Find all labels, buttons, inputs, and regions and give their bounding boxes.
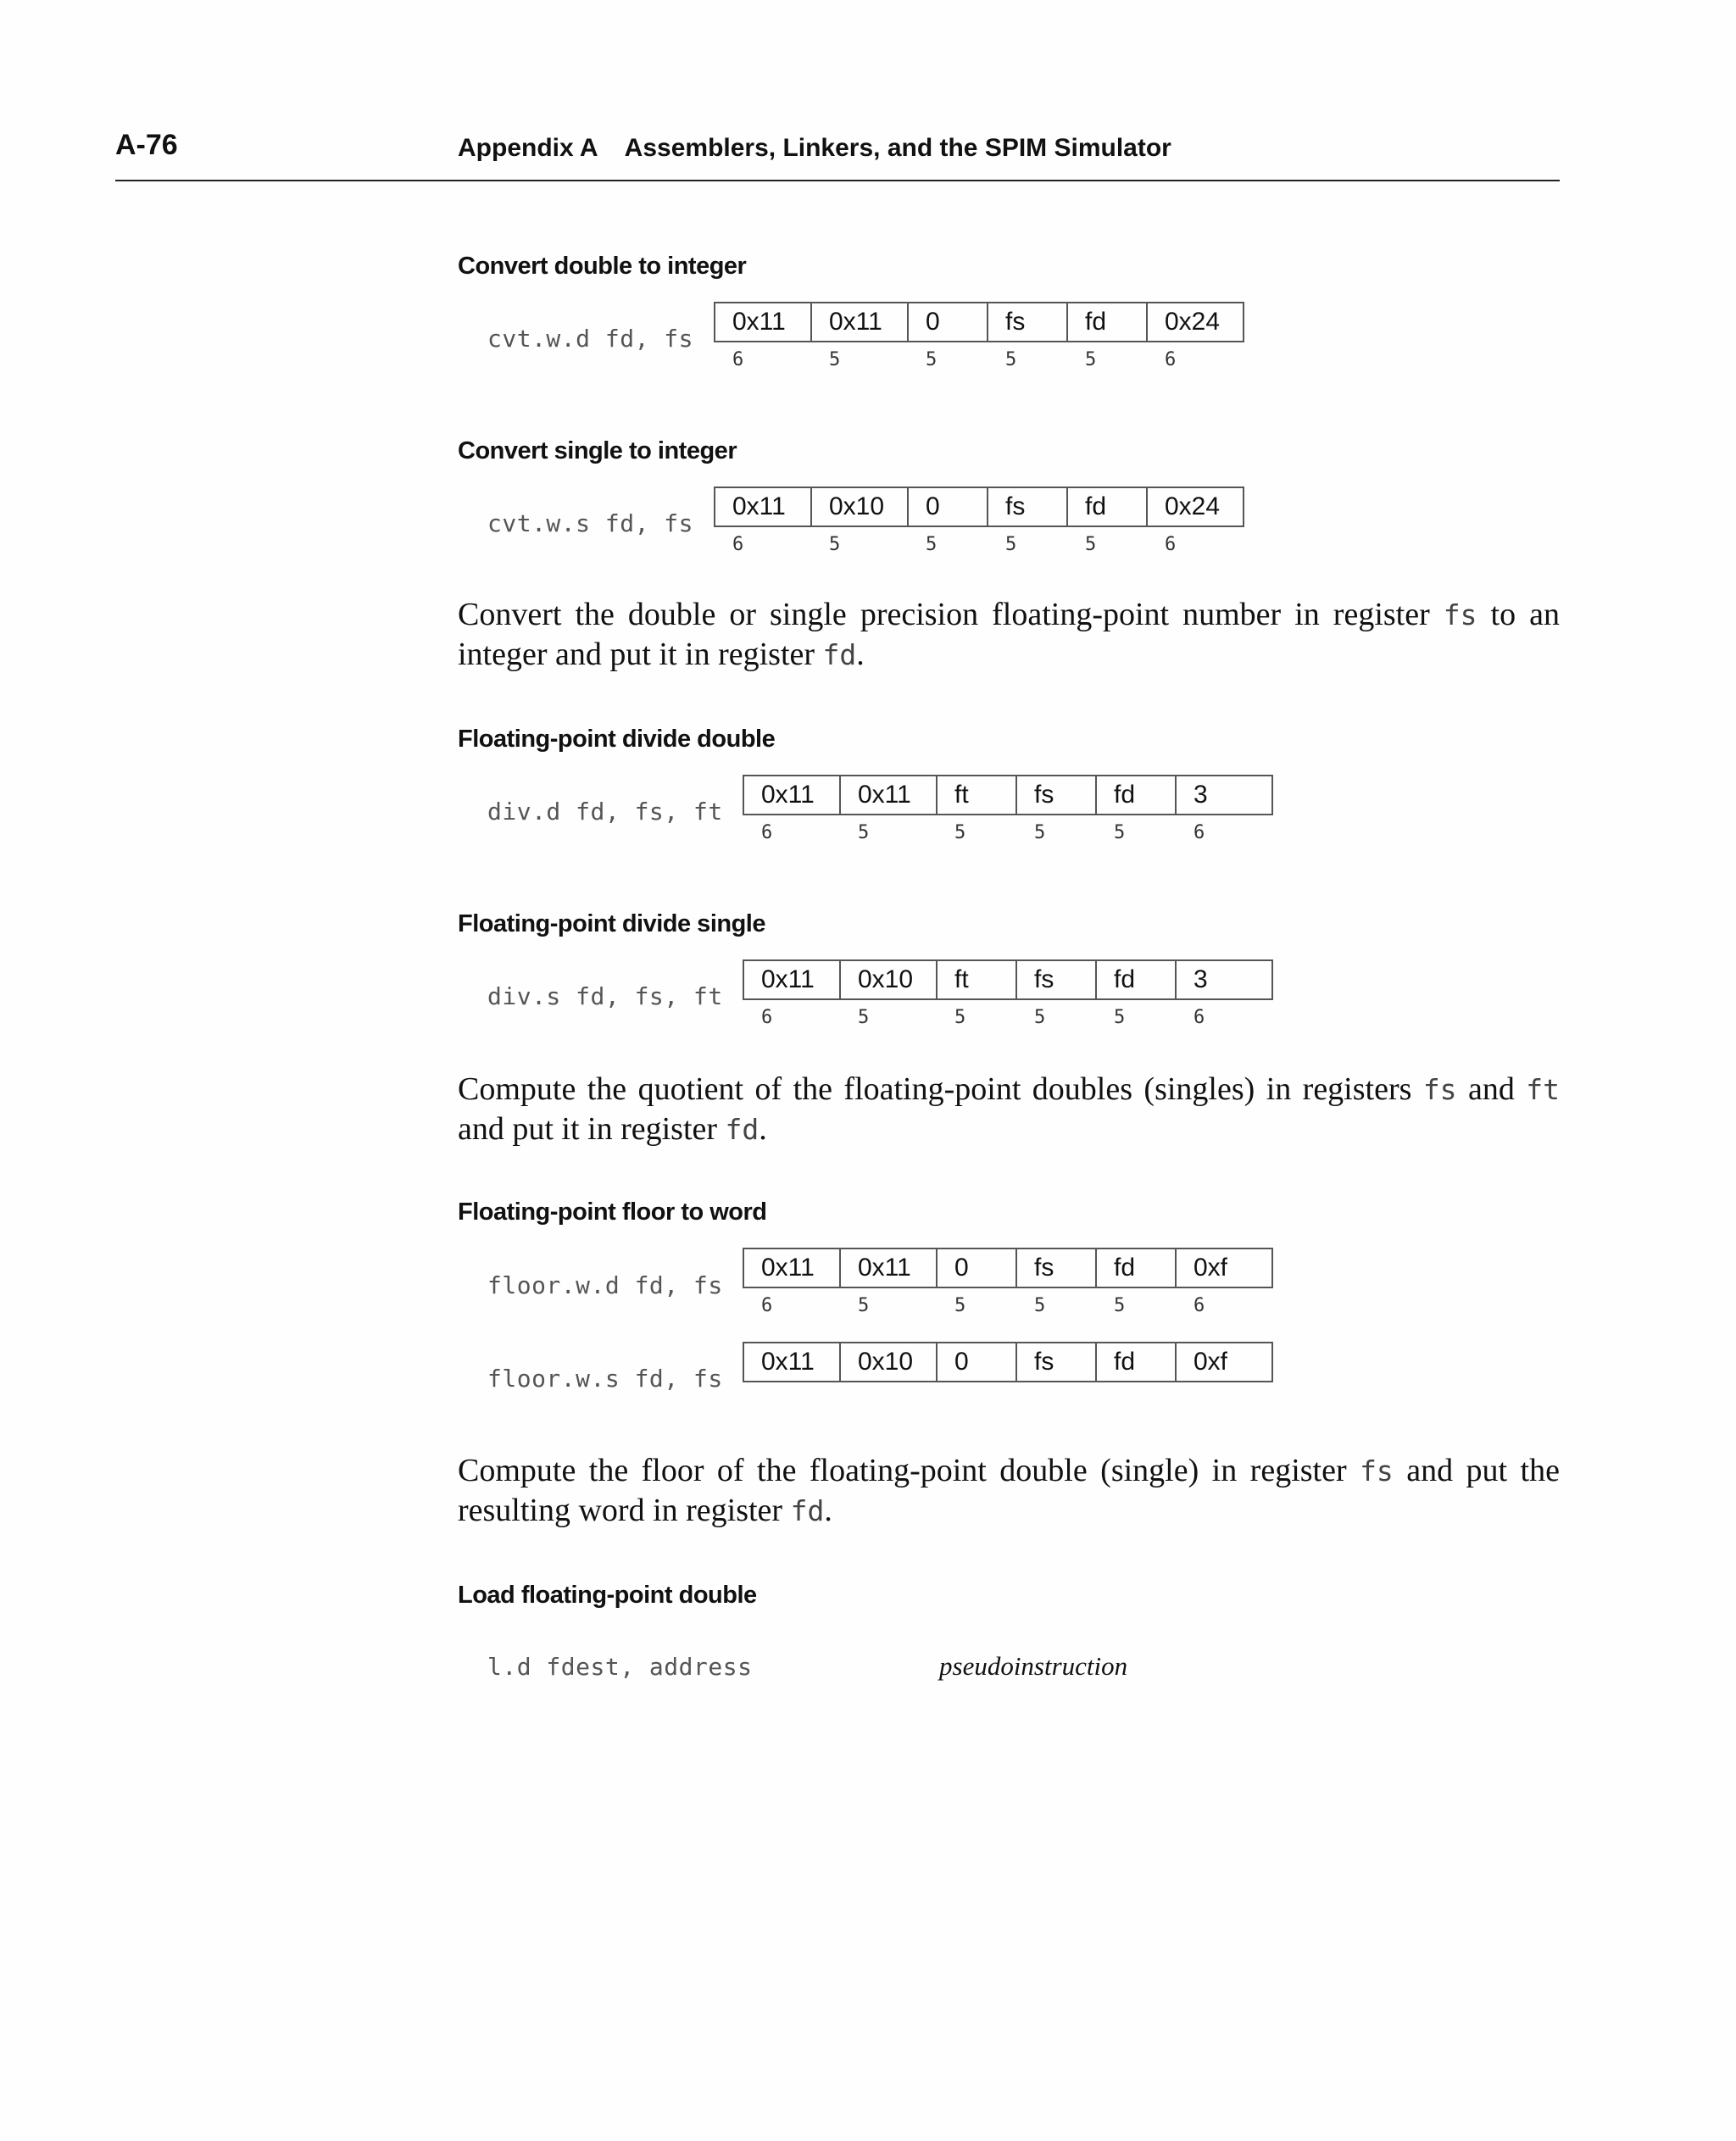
bit-width: 5 [1085, 534, 1097, 555]
bit-width: 5 [1114, 822, 1126, 843]
bit-width: 6 [732, 349, 744, 370]
bit-width: 5 [954, 1295, 966, 1316]
field-cell: fs [1016, 776, 1096, 815]
field-cell: fd [1067, 303, 1147, 342]
page-number: A-76 [115, 129, 178, 161]
running-head: Appendix A Assemblers, Linkers, and the SPIM Simulator [458, 134, 1171, 162]
field-cell: fd [1096, 1343, 1176, 1382]
bit-width: 5 [1005, 534, 1017, 555]
field-cell: ft [937, 960, 1016, 999]
field-cell: 0x24 [1147, 303, 1244, 342]
field-cell: 3 [1176, 776, 1272, 815]
encoding-diagram [743, 959, 1273, 1028]
encoding-diagram [714, 487, 1244, 555]
assembly-syntax: floor.w.d fd, fs [487, 1271, 723, 1299]
description-paragraph: Compute the floor of the floating-point double (single) in register fs and put the resulting word in register fd. [458, 1453, 1560, 1528]
section-heading: Floating-point divide single [458, 910, 765, 937]
bit-widths [714, 534, 1244, 555]
field-cell: 3 [1176, 960, 1272, 999]
bit-width: 5 [1085, 349, 1097, 370]
bit-width: 5 [858, 1295, 870, 1316]
field-cell: fs [988, 487, 1067, 526]
bit-width: 5 [858, 822, 870, 843]
encoding-diagram [743, 1342, 1273, 1382]
bit-width: 6 [1194, 1295, 1205, 1316]
bit-width: 6 [1194, 822, 1205, 843]
field-cell: 0xf [1176, 1343, 1272, 1382]
bit-width: 5 [1034, 1295, 1046, 1316]
bit-widths [714, 349, 1244, 370]
assembly-syntax: div.s fd, fs, ft [487, 982, 723, 1010]
field-cell: ft [937, 776, 1016, 815]
bit-width: 6 [1165, 349, 1177, 370]
field-cell: 0x10 [840, 1343, 937, 1382]
field-cell: 0x11 [743, 776, 840, 815]
field-cell: fd [1096, 960, 1176, 999]
field-cell: 0 [937, 1343, 1016, 1382]
field-cell: fd [1096, 776, 1176, 815]
field-cell: 0x11 [743, 1248, 840, 1287]
field-cell: 0x11 [840, 1248, 937, 1287]
description-paragraph: Compute the quotient of the floating-point doubles (singles) in registers fs and ft and put it in register fd. [458, 1071, 1560, 1147]
bit-width: 5 [1114, 1007, 1126, 1028]
bit-width: 5 [954, 822, 966, 843]
bit-width: 5 [1114, 1295, 1126, 1316]
bit-widths [743, 1295, 1273, 1316]
bit-width: 6 [761, 1007, 773, 1028]
description-paragraph: Convert the double or single precision floating-point number in register fs to an integer and put it in register fd. [458, 597, 1560, 672]
field-cell: fd [1096, 1248, 1176, 1287]
assembly-syntax: cvt.w.d fd, fs [487, 325, 694, 353]
field-cell: 0x11 [715, 487, 811, 526]
bit-widths [743, 1007, 1273, 1028]
assembly-syntax: div.d fd, fs, ft [487, 798, 723, 826]
bit-width: 6 [1165, 534, 1177, 555]
field-cell: 0x11 [811, 303, 908, 342]
field-cell: fd [1067, 487, 1147, 526]
bit-width: 5 [829, 534, 841, 555]
field-cell: fs [988, 303, 1067, 342]
section-heading: Convert single to integer [458, 437, 737, 464]
field-cell: fs [1016, 960, 1096, 999]
field-cell: 0x11 [743, 1343, 840, 1382]
bit-width: 5 [1034, 822, 1046, 843]
bit-width: 5 [829, 349, 841, 370]
bit-width: 5 [954, 1007, 966, 1028]
field-cell: 0x10 [840, 960, 937, 999]
encoding-diagram [743, 1248, 1273, 1316]
field-cell: 0 [908, 303, 988, 342]
field-cell: fs [1016, 1343, 1096, 1382]
field-cell: 0xf [1176, 1248, 1272, 1287]
bit-width: 5 [926, 349, 938, 370]
header-rule [115, 180, 1560, 181]
bit-width: 5 [1034, 1007, 1046, 1028]
section-heading: Load floating-point double [458, 1582, 757, 1609]
bit-width: 6 [761, 1295, 773, 1316]
field-cell: 0x11 [743, 960, 840, 999]
encoding-diagram [743, 775, 1273, 843]
field-cell: 0 [937, 1248, 1016, 1287]
section-heading: Convert double to integer [458, 253, 747, 280]
field-cell: 0x10 [811, 487, 908, 526]
bit-width: 6 [732, 534, 744, 555]
bit-width: 6 [1194, 1007, 1205, 1028]
section-heading: Floating-point floor to word [458, 1198, 767, 1226]
field-cell: 0x24 [1147, 487, 1244, 526]
bit-width: 5 [1005, 349, 1017, 370]
field-cell: 0 [908, 487, 988, 526]
assembly-syntax: floor.w.s fd, fs [487, 1365, 723, 1393]
bit-width: 5 [926, 534, 938, 555]
pseudoinstruction-note: pseudoinstruction [939, 1651, 1128, 1681]
encoding-diagram [714, 302, 1244, 370]
assembly-syntax: l.d fdest, address [487, 1653, 753, 1681]
bit-widths [743, 822, 1273, 843]
bit-width: 6 [761, 822, 773, 843]
bit-width: 5 [858, 1007, 870, 1028]
assembly-syntax: cvt.w.s fd, fs [487, 509, 694, 537]
field-cell: 0x11 [715, 303, 811, 342]
section-heading: Floating-point divide double [458, 726, 776, 753]
field-cell: fs [1016, 1248, 1096, 1287]
field-cell: 0x11 [840, 776, 937, 815]
